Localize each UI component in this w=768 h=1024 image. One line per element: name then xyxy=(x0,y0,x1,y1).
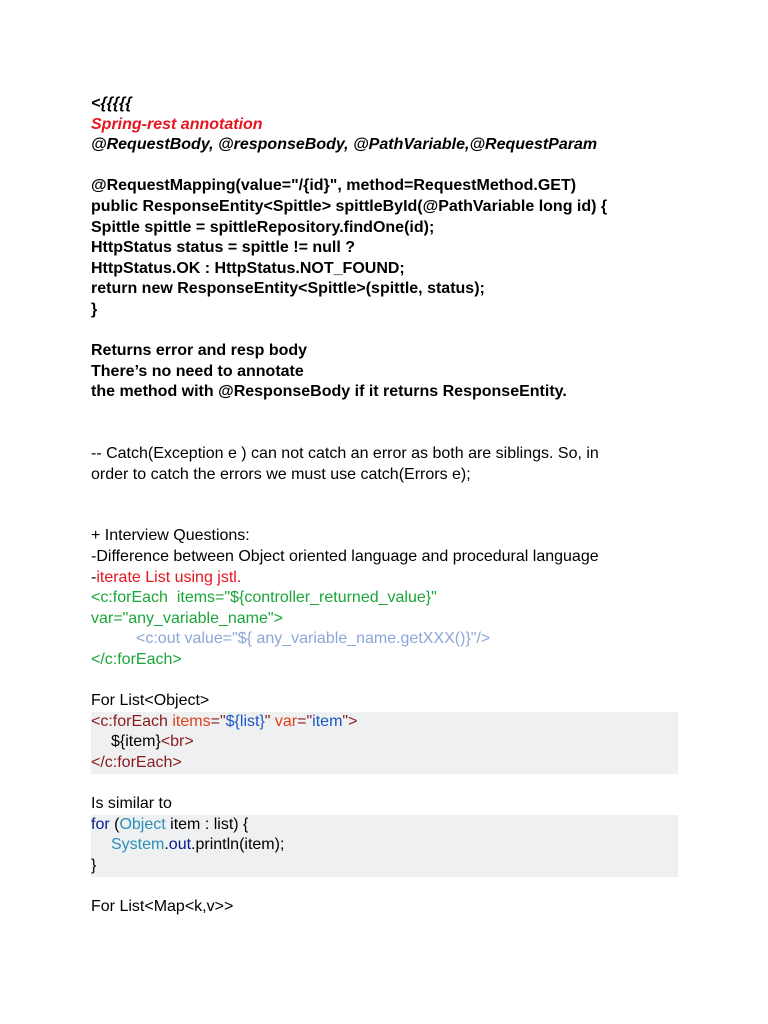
code-token: ${item} xyxy=(111,733,161,751)
text-line: There’s no need to annotate xyxy=(91,362,304,380)
code-line: var="any_variable_name"> xyxy=(91,609,283,627)
code-line: Spittle spittle = spittleRepository.findOne(id); xyxy=(91,218,435,236)
text-line: -- Catch(Exception e ) can not catch an error as both are siblings. So, in xyxy=(91,445,599,463)
text-span: - xyxy=(91,568,97,586)
section-heading: Spring-rest annotation xyxy=(91,115,263,133)
code-line: public ResponseEntity<Spittle> spittleById(@PathVariable long id) { xyxy=(91,197,608,215)
code-token: . xyxy=(164,836,169,854)
text-line: + Interview Questions: xyxy=(91,527,250,545)
text-line: -Difference between Object oriented language and procedural language xyxy=(91,548,599,566)
code-line: HttpStatus.OK : HttpStatus.NOT_FOUND; xyxy=(91,259,405,277)
code-line: @RequestMapping(value="/{id}", method=RequestMethod.GET) xyxy=(91,177,577,195)
code-line: HttpStatus status = spittle != null ? xyxy=(91,239,356,257)
text-line: order to catch the errors we must use catch(Errors e); xyxy=(91,465,471,483)
text-span: iterate List using jstl. xyxy=(96,568,242,586)
code-token: <br> xyxy=(160,733,194,751)
code-line xyxy=(91,712,678,733)
code-token: =" xyxy=(210,712,226,730)
code-token: Object xyxy=(119,815,166,833)
code-line: } xyxy=(91,300,98,318)
code-token: " xyxy=(264,712,275,730)
document-body xyxy=(91,94,691,918)
text-line xyxy=(91,568,691,589)
code-line: </c:forEach> xyxy=(91,651,182,669)
text-line: the method with @ResponseBody if it returns ResponseEntity. xyxy=(91,383,567,401)
code-token: out xyxy=(168,836,192,854)
code-token: ( xyxy=(109,815,120,833)
text-line: <{{{{{ xyxy=(91,95,132,112)
code-block xyxy=(91,712,678,774)
text-line: Returns error and resp body xyxy=(91,342,308,360)
code-line xyxy=(91,815,678,836)
code-line: <c:out value="${ any_variable_name.getXXX()}"/> xyxy=(136,630,491,648)
text-line: Is similar to xyxy=(91,795,172,813)
code-line: <c:forEach items="${controller_returned_value}" xyxy=(91,589,437,607)
text-line: For List<Object> xyxy=(91,692,210,710)
code-token: var xyxy=(274,712,298,730)
text-line: For List<Map<k,v>> xyxy=(91,898,234,916)
code-token: for xyxy=(91,815,110,833)
code-token: ${list} xyxy=(225,712,265,730)
code-token: "> xyxy=(342,712,358,730)
code-token: items xyxy=(172,712,211,730)
code-line: </c:forEach> xyxy=(91,754,182,771)
code-block xyxy=(91,815,678,877)
code-token: <c:forEach xyxy=(91,712,173,730)
code-token: System xyxy=(111,836,165,854)
code-token: item : list) { xyxy=(165,815,249,833)
code-token: .println(item); xyxy=(191,836,285,854)
code-line: } xyxy=(91,856,97,874)
code-token: =" xyxy=(297,712,313,730)
code-line xyxy=(91,732,678,753)
code-line xyxy=(91,835,678,856)
annotation-list: @RequestBody, @responseBody, @PathVariable,@RequestParam xyxy=(91,136,598,154)
code-token: item xyxy=(312,712,343,730)
code-line: return new ResponseEntity<Spittle>(spittle, status); xyxy=(91,280,485,298)
